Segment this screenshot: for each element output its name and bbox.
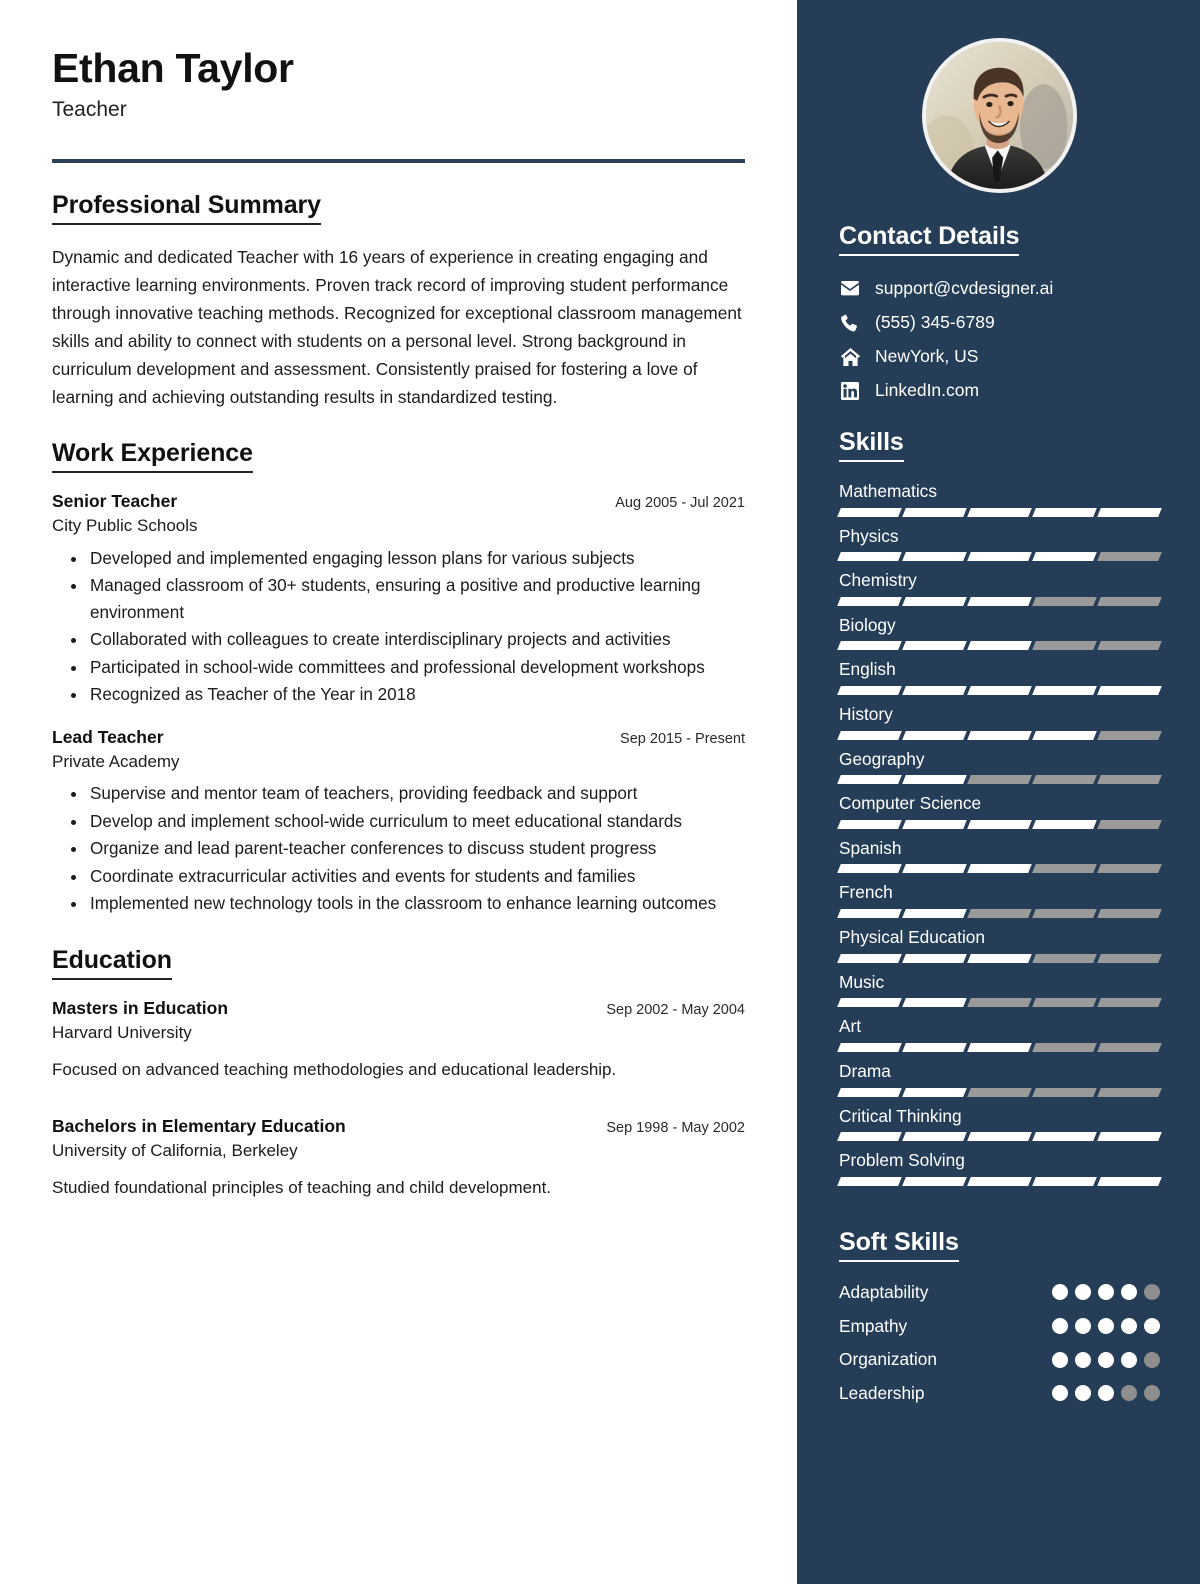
rating-dot xyxy=(1075,1352,1091,1368)
skill-row xyxy=(839,749,1160,785)
header-block xyxy=(52,46,745,122)
skill-segment xyxy=(967,731,1032,740)
skill-level-bar xyxy=(839,1132,1160,1141)
skill-segment xyxy=(1097,508,1162,517)
skill-segment xyxy=(1097,686,1162,695)
skill-segment xyxy=(837,1132,902,1141)
skill-row xyxy=(839,1150,1160,1186)
education-entry-description: Focused on advanced teaching methodologies and educational leadership. xyxy=(52,1059,617,1079)
skill-segment xyxy=(1032,864,1097,873)
soft-skill-name: Organization xyxy=(839,1349,937,1370)
skill-level-bar xyxy=(839,954,1160,963)
skill-name: Spanish xyxy=(839,837,902,858)
skill-row xyxy=(839,1016,1160,1052)
skill-segment xyxy=(1097,731,1162,740)
soft-skill-row xyxy=(839,1349,1160,1370)
skill-segment xyxy=(967,686,1032,695)
work-entry-head xyxy=(52,490,745,513)
rating-dot xyxy=(1098,1284,1114,1300)
skill-segment xyxy=(837,508,902,517)
skill-level-bar xyxy=(839,641,1160,650)
soft-skill-rating xyxy=(1052,1284,1160,1300)
skill-row xyxy=(839,882,1160,918)
work-entry-head xyxy=(52,726,745,749)
work-bullet: Participated in school-wide committees and professional development workshops xyxy=(90,655,745,681)
avatar-wrap xyxy=(839,0,1160,193)
profile-photo-illustration xyxy=(926,42,1073,189)
work-bullet: Collaborated with colleagues to create interdisciplinary projects and activities xyxy=(90,627,745,653)
skill-segment xyxy=(967,1177,1032,1186)
section-heading-skills: Skills xyxy=(839,428,904,462)
education-entries xyxy=(52,997,745,1201)
page-title: Ethan Taylor xyxy=(52,45,294,91)
work-bullet: Implemented new technology tools in the classroom to enhance learning outcomes xyxy=(90,891,745,917)
work-entry-org: Private Academy xyxy=(52,751,180,771)
skill-segment xyxy=(902,998,967,1007)
rating-dot xyxy=(1098,1352,1114,1368)
skill-segment xyxy=(1032,552,1097,561)
skill-segment xyxy=(1097,1088,1162,1097)
rating-dot xyxy=(1121,1318,1137,1334)
skill-segment xyxy=(902,686,967,695)
skill-level-bar xyxy=(839,998,1160,1007)
skill-segment xyxy=(902,552,967,561)
section-heading-summary: Professional Summary xyxy=(52,191,321,225)
soft-skill-row xyxy=(839,1282,1160,1303)
skill-segment xyxy=(837,1088,902,1097)
home-icon xyxy=(839,347,861,367)
avatar xyxy=(922,38,1077,193)
contact-value: NewYork, US xyxy=(875,346,979,366)
contact-details-section xyxy=(839,222,1160,401)
skill-segment xyxy=(1097,998,1162,1007)
rating-dot xyxy=(1052,1385,1068,1401)
contact-row[interactable] xyxy=(839,312,1160,333)
envelope-icon xyxy=(839,279,861,299)
contact-row[interactable] xyxy=(839,380,1160,401)
contact-row[interactable] xyxy=(839,278,1160,299)
skill-segment xyxy=(837,864,902,873)
skill-row xyxy=(839,1061,1160,1097)
skill-segment xyxy=(1032,597,1097,606)
skill-segment xyxy=(837,597,902,606)
section-heading-education: Education xyxy=(52,946,172,980)
education-entry xyxy=(52,997,745,1082)
skill-name: Music xyxy=(839,971,885,992)
skill-segment xyxy=(967,1088,1032,1097)
soft-skill-name: Empathy xyxy=(839,1315,908,1336)
skill-level-bar xyxy=(839,597,1160,606)
skill-segment xyxy=(1032,731,1097,740)
skill-segment xyxy=(967,909,1032,918)
soft-skill-name: Adaptability xyxy=(839,1281,929,1302)
skill-segment xyxy=(837,820,902,829)
education-entry-degree: Masters in Education xyxy=(52,997,229,1018)
work-bullet: Recognized as Teacher of the Year in 2018 xyxy=(90,682,745,708)
rating-dot xyxy=(1144,1284,1160,1300)
skill-level-bar xyxy=(839,731,1160,740)
skill-segment xyxy=(902,508,967,517)
rating-dot xyxy=(1075,1385,1091,1401)
work-entry-date: Aug 2005 - Jul 2021 xyxy=(615,495,745,512)
skill-segment xyxy=(967,775,1032,784)
rating-dot xyxy=(1144,1318,1160,1334)
skill-segment xyxy=(837,552,902,561)
education-entry-date: Sep 1998 - May 2002 xyxy=(606,1120,745,1137)
skill-segment xyxy=(837,731,902,740)
soft-skills-section xyxy=(839,1228,1160,1404)
skill-segment xyxy=(1032,909,1097,918)
skill-segment xyxy=(837,998,902,1007)
skill-row xyxy=(839,793,1160,829)
rating-dot xyxy=(1098,1318,1114,1334)
skill-row xyxy=(839,838,1160,874)
work-entry-org: City Public Schools xyxy=(52,515,198,535)
skill-row xyxy=(839,570,1160,606)
work-entry xyxy=(52,490,745,709)
skill-segment xyxy=(1032,820,1097,829)
skill-segment xyxy=(1097,552,1162,561)
skills-section xyxy=(839,428,1160,1186)
education-entry-school: University of California, Berkeley xyxy=(52,1140,298,1160)
skill-row xyxy=(839,659,1160,695)
skill-name: Chemistry xyxy=(839,570,917,591)
work-bullet: Organize and lead parent-teacher conferences to discuss student progress xyxy=(90,836,745,862)
rating-dot xyxy=(1052,1352,1068,1368)
rating-dot xyxy=(1121,1284,1137,1300)
soft-skill-rating xyxy=(1052,1352,1160,1368)
section-heading-contact: Contact Details xyxy=(839,222,1019,256)
skill-segment xyxy=(1097,597,1162,606)
skill-segment xyxy=(1097,641,1162,650)
skill-name: Geography xyxy=(839,748,925,769)
skill-row xyxy=(839,927,1160,963)
skill-segment xyxy=(967,1043,1032,1052)
section-heading-soft-skills: Soft Skills xyxy=(839,1228,959,1262)
skill-level-bar xyxy=(839,775,1160,784)
skill-segment xyxy=(837,686,902,695)
skill-segment xyxy=(1032,508,1097,517)
skill-segment xyxy=(967,508,1032,517)
contact-value: (555) 345-6789 xyxy=(875,312,995,332)
skill-row xyxy=(839,972,1160,1008)
rating-dot xyxy=(1144,1385,1160,1401)
skill-segment xyxy=(902,1043,967,1052)
education-entry xyxy=(52,1115,745,1200)
work-entries xyxy=(52,490,745,918)
skill-name: French xyxy=(839,882,893,903)
skill-segment xyxy=(967,552,1032,561)
skill-level-bar xyxy=(839,864,1160,873)
skill-segment xyxy=(967,641,1032,650)
education-entry-school: Harvard University xyxy=(52,1022,192,1042)
section-heading-work: Work Experience xyxy=(52,439,253,473)
skill-level-bar xyxy=(839,1043,1160,1052)
work-entry-role: Senior Teacher xyxy=(52,491,178,512)
contact-row[interactable] xyxy=(839,346,1160,367)
skill-segment xyxy=(1032,775,1097,784)
contact-value: LinkedIn.com xyxy=(875,380,980,400)
skill-segment xyxy=(967,1132,1032,1141)
education-entry-head xyxy=(52,997,745,1020)
skill-segment xyxy=(1097,909,1162,918)
work-bullet: Managed classroom of 30+ students, ensuring a positive and productive learning environment xyxy=(90,573,745,626)
phone-icon xyxy=(839,313,861,333)
rating-dot xyxy=(1098,1385,1114,1401)
skill-row xyxy=(839,704,1160,740)
skill-name: History xyxy=(839,704,893,725)
work-bullet: Developed and implemented engaging lesson plans for various subjects xyxy=(90,546,745,572)
soft-skill-rating xyxy=(1052,1385,1160,1401)
work-bullet: Develop and implement school-wide curriculum to meet educational standards xyxy=(90,809,745,835)
skill-row xyxy=(839,615,1160,651)
skill-level-bar xyxy=(839,686,1160,695)
skill-level-bar xyxy=(839,1088,1160,1097)
skill-segment xyxy=(967,864,1032,873)
work-entry-role: Lead Teacher xyxy=(52,726,164,747)
skill-name: Computer Science xyxy=(839,793,982,814)
skill-segment xyxy=(1097,820,1162,829)
rating-dot xyxy=(1144,1352,1160,1368)
linkedin-icon xyxy=(839,381,861,401)
skill-row xyxy=(839,1106,1160,1142)
work-experience-section xyxy=(52,439,745,918)
work-entry-date: Sep 2015 - Present xyxy=(620,730,745,747)
skill-segment xyxy=(837,909,902,918)
skill-level-bar xyxy=(839,508,1160,517)
skill-segment xyxy=(837,1043,902,1052)
skill-segment xyxy=(1097,1177,1162,1186)
skill-segment xyxy=(902,1132,967,1141)
skill-level-bar xyxy=(839,552,1160,561)
skill-name: Biology xyxy=(839,614,896,635)
skill-level-bar xyxy=(839,1177,1160,1186)
skill-row xyxy=(839,481,1160,517)
skill-name: Drama xyxy=(839,1060,891,1081)
skill-segment xyxy=(837,775,902,784)
education-entry-degree: Bachelors in Elementary Education xyxy=(52,1116,346,1137)
skill-segment xyxy=(967,954,1032,963)
skill-row xyxy=(839,526,1160,562)
work-bullet: Supervise and mentor team of teachers, providing feedback and support xyxy=(90,781,745,807)
skill-segment xyxy=(1032,641,1097,650)
skill-segment xyxy=(902,597,967,606)
skill-name: Physical Education xyxy=(839,927,986,948)
soft-skill-row xyxy=(839,1316,1160,1337)
skill-segment xyxy=(902,775,967,784)
skill-name: Problem Solving xyxy=(839,1150,965,1171)
skill-segment xyxy=(902,909,967,918)
rating-dot xyxy=(1052,1284,1068,1300)
skill-segment xyxy=(1032,1043,1097,1052)
skill-segment xyxy=(902,641,967,650)
education-section xyxy=(52,946,745,1201)
rating-dot xyxy=(1075,1318,1091,1334)
header-divider xyxy=(52,159,745,163)
skill-segment xyxy=(902,954,967,963)
skill-segment xyxy=(1097,864,1162,873)
skill-segment xyxy=(1097,1132,1162,1141)
skill-rows xyxy=(839,481,1160,1186)
skill-segment xyxy=(837,1177,902,1186)
skill-level-bar xyxy=(839,909,1160,918)
work-entry-bullets xyxy=(52,781,745,917)
skill-segment xyxy=(1032,1088,1097,1097)
job-title: Teacher xyxy=(52,97,127,121)
education-entry-description: Studied foundational principles of teaching and child development. xyxy=(52,1177,552,1197)
soft-skill-row xyxy=(839,1383,1160,1404)
work-entry-bullets xyxy=(52,546,745,709)
skill-segment xyxy=(1032,686,1097,695)
skill-name: Physics xyxy=(839,525,899,546)
work-entry xyxy=(52,726,745,918)
rating-dot xyxy=(1075,1284,1091,1300)
skill-level-bar xyxy=(839,820,1160,829)
skill-segment xyxy=(1032,1132,1097,1141)
sidebar xyxy=(797,0,1200,1584)
professional-summary-section xyxy=(52,191,745,411)
skill-segment xyxy=(837,954,902,963)
rating-dot xyxy=(1121,1385,1137,1401)
skill-segment xyxy=(902,864,967,873)
education-entry-date: Sep 2002 - May 2004 xyxy=(606,1001,745,1018)
skill-segment xyxy=(1032,998,1097,1007)
soft-skill-rows xyxy=(839,1282,1160,1404)
skill-segment xyxy=(967,820,1032,829)
rating-dot xyxy=(1121,1352,1137,1368)
skill-segment xyxy=(902,1088,967,1097)
skill-segment xyxy=(1097,954,1162,963)
skill-segment xyxy=(1097,775,1162,784)
soft-skill-rating xyxy=(1052,1318,1160,1334)
contact-value: support@cvdesigner.ai xyxy=(875,278,1054,298)
skill-segment xyxy=(1032,1177,1097,1186)
rating-dot xyxy=(1052,1318,1068,1334)
summary-text: Dynamic and dedicated Teacher with 16 years of experience in creating engaging and interactive learning environments. Proven track record of improving student performance through innovative teaching methods. Recognized for exceptional classroom management skills and ability to connect with students on a personal level. Strong background in curriculum development and assessment. Consistently praised for fostering a love of learning and achieving outstanding results in standardized testing. xyxy=(52,247,742,408)
skill-segment xyxy=(902,1177,967,1186)
skill-segment xyxy=(902,731,967,740)
education-entry-head xyxy=(52,1115,745,1138)
skill-segment xyxy=(1097,1043,1162,1052)
contact-list xyxy=(839,278,1160,401)
skill-name: English xyxy=(839,659,896,680)
skill-name: Critical Thinking xyxy=(839,1105,962,1126)
skill-segment xyxy=(837,641,902,650)
skill-name: Art xyxy=(839,1016,862,1037)
skill-segment xyxy=(902,820,967,829)
skill-segment xyxy=(1032,954,1097,963)
soft-skill-name: Leadership xyxy=(839,1383,925,1403)
work-bullet: Coordinate extracurricular activities and events for students and families xyxy=(90,864,745,890)
skill-segment xyxy=(967,998,1032,1007)
skill-name: Mathematics xyxy=(839,481,937,501)
skill-segment xyxy=(967,597,1032,606)
